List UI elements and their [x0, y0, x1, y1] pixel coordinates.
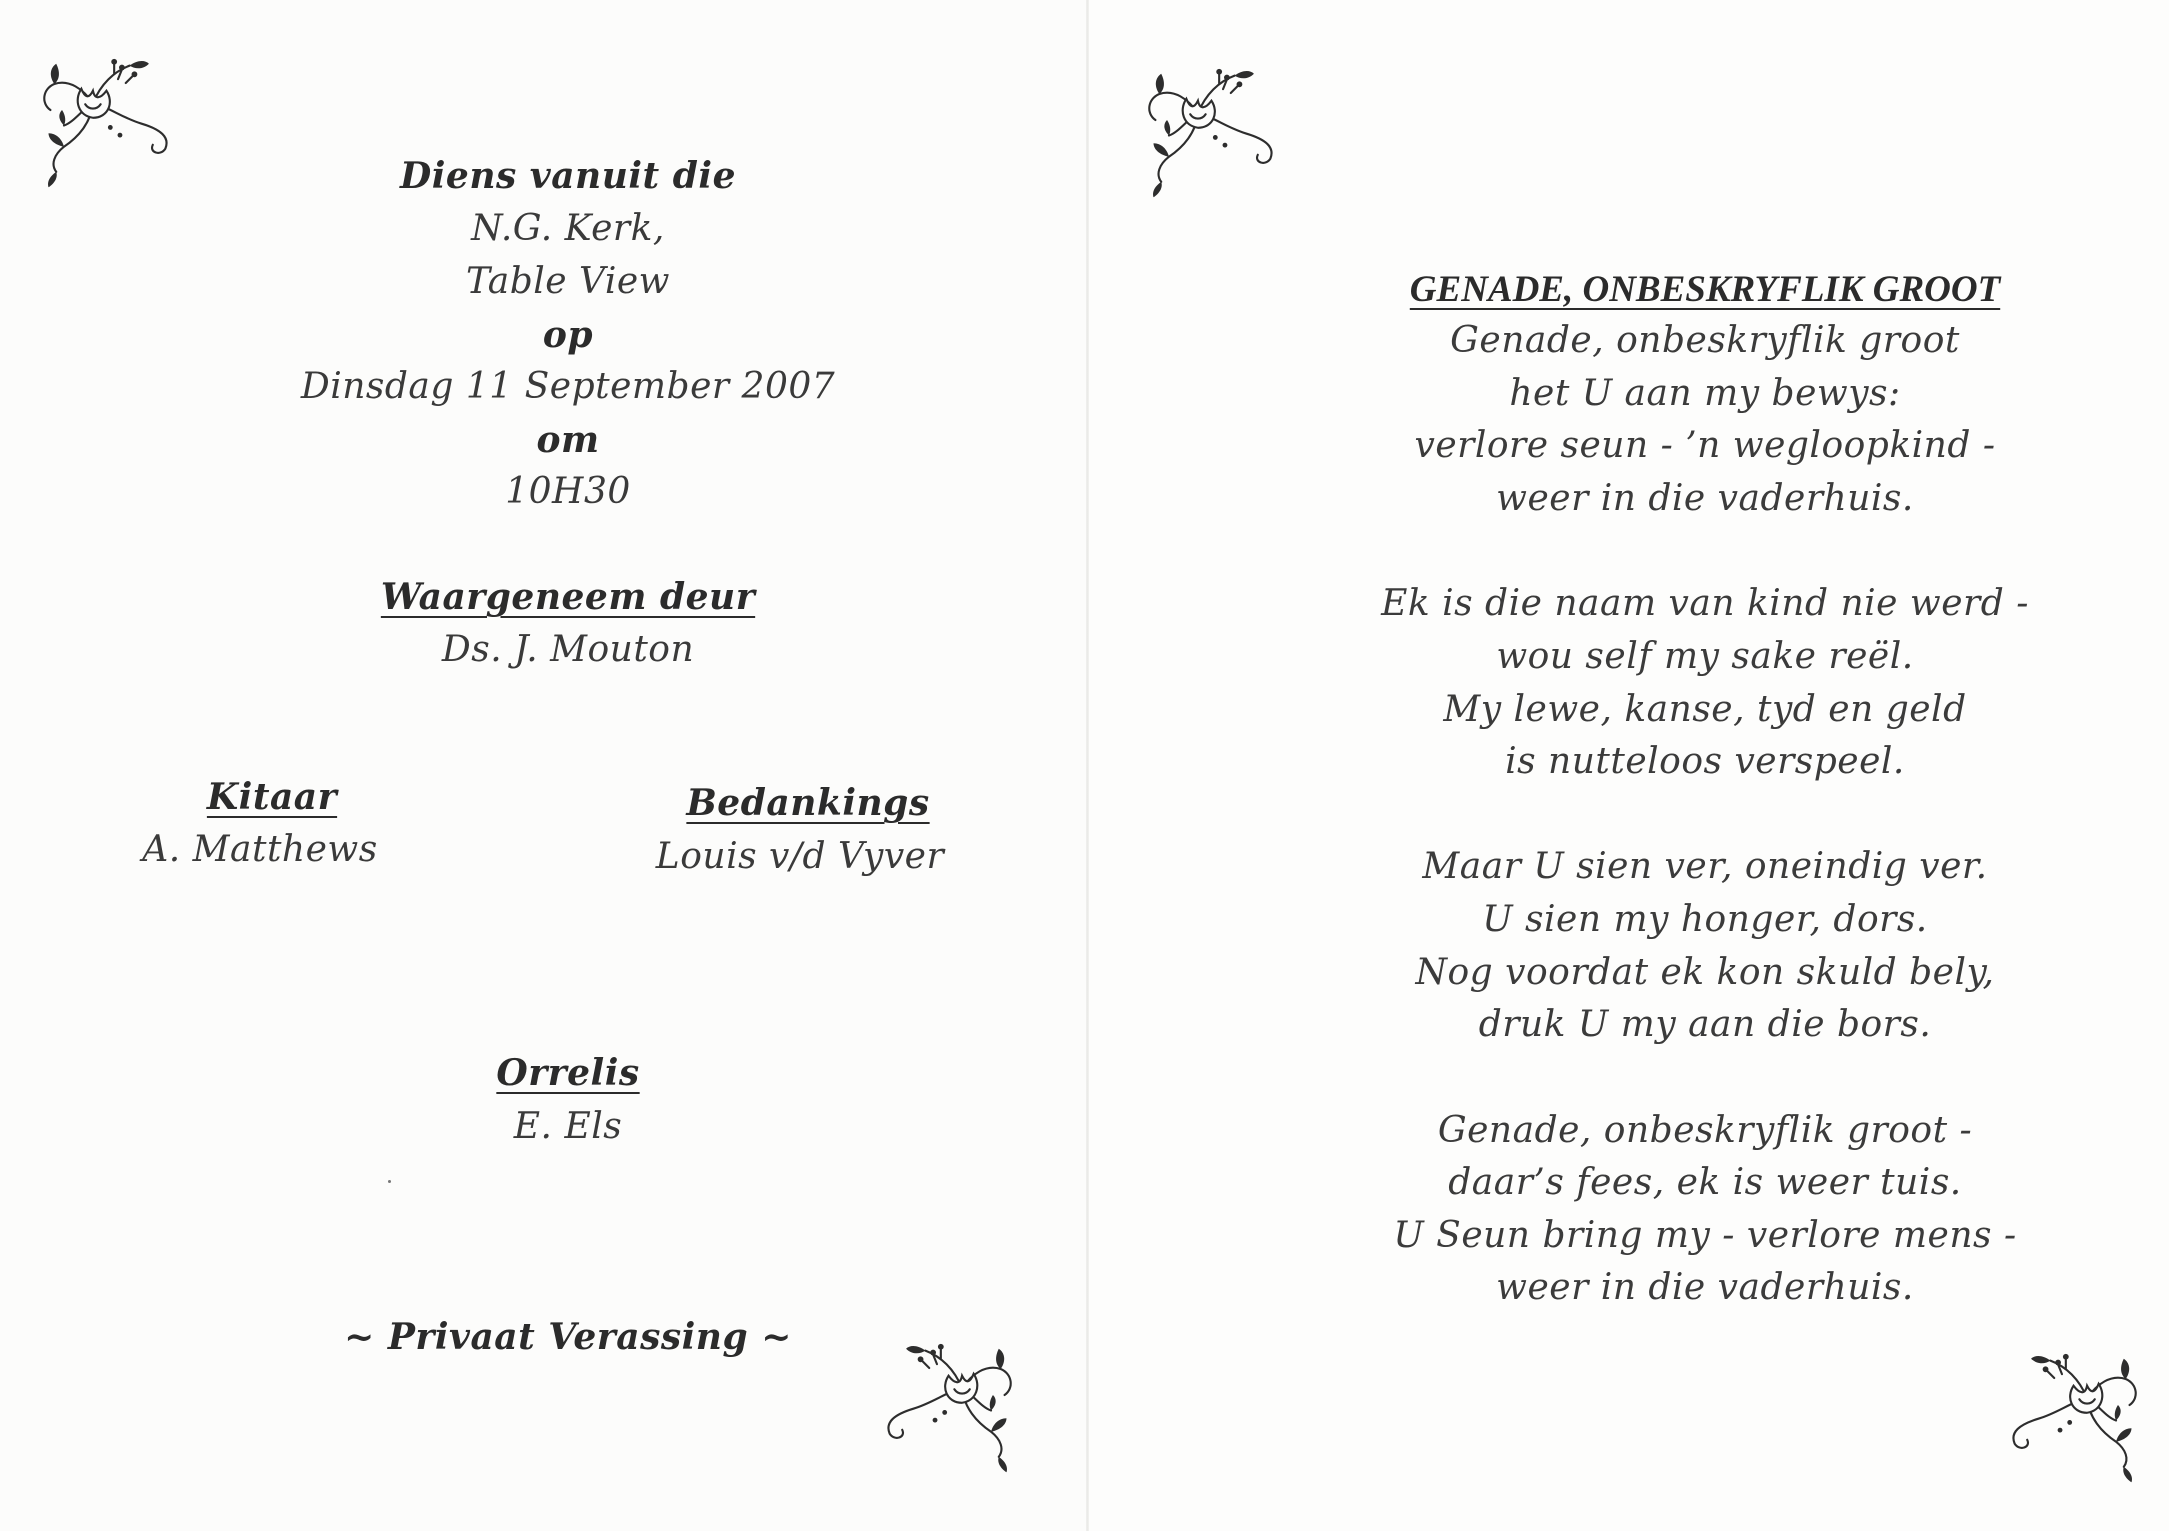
page-fold: [1086, 0, 1089, 1531]
thanks-heading: Bedankings: [686, 782, 930, 824]
floral-swirl-icon: [2005, 1350, 2145, 1490]
officiated-heading: Waargeneem deur: [380, 576, 756, 618]
stanza-3-line-1: Maar U sien ver, oneindig ver.: [1422, 846, 1988, 887]
thanks-name: Louis v/d Vyver: [655, 836, 945, 877]
stanza-2-line-3: My lewe, kanse, tyd en geld: [1443, 689, 1967, 730]
paper-speck: [388, 1180, 391, 1183]
stanza-3-line-3: Nog voordat ek kon skuld bely,: [1415, 952, 1995, 993]
organ-heading: Orrelis: [496, 1052, 640, 1094]
stanza-2-line-4: is nutteloos verspeel.: [1505, 741, 1905, 782]
church-location: Table View: [466, 261, 670, 302]
stanza-2-line-1: Ek is die naam van kind nie werd -: [1381, 583, 2029, 624]
floral-swirl-icon: [30, 55, 180, 195]
organ-name: E. Els: [513, 1106, 623, 1147]
stanza-2-line-2: wou self my sake reël.: [1496, 636, 1914, 677]
service-date: Dinsdag 11 September 2007: [300, 366, 836, 407]
stanza-1-line-3: verlore seun - ’n wegloopkind -: [1414, 425, 1996, 466]
stanza-4-line-4: weer in die vaderhuis.: [1496, 1267, 1914, 1308]
floral-swirl-icon: [1135, 65, 1285, 205]
stanza-4-line-3: U Seun bring my - verlore mens -: [1393, 1215, 2017, 1256]
cremation-note: ~ Privaat Verassing ~: [344, 1316, 792, 1358]
hymn-title: GENADE, ONBESKRYFLIK GROOT: [1409, 269, 2001, 310]
church-name: N.G. Kerk,: [471, 208, 665, 249]
guitar-heading: Kitaar: [206, 776, 338, 818]
stanza-4-line-2: daar’s fees, ek is weer tuis.: [1448, 1162, 1962, 1203]
officiated-name: Ds. J. Mouton: [441, 629, 695, 670]
service-time: 10H30: [505, 471, 631, 512]
stanza-1-line-4: weer in die vaderhuis.: [1496, 478, 1914, 519]
op-label: op: [542, 314, 594, 356]
om-label: om: [536, 419, 600, 461]
service-heading: Diens vanuit die: [400, 155, 736, 197]
stanza-1-line-1: Genade, onbeskryflik groot: [1450, 320, 1960, 361]
floral-swirl-icon: [880, 1340, 1020, 1480]
guitar-name: A. Matthews: [142, 829, 378, 870]
stanza-3-line-4: druk U my aan die bors.: [1478, 1004, 1932, 1045]
stanza-4-line-1: Genade, onbeskryflik groot -: [1437, 1110, 1973, 1151]
stanza-1-line-2: het U aan my bewys:: [1509, 373, 1901, 414]
stanza-3-line-2: U sien my honger, dors.: [1482, 899, 1928, 940]
